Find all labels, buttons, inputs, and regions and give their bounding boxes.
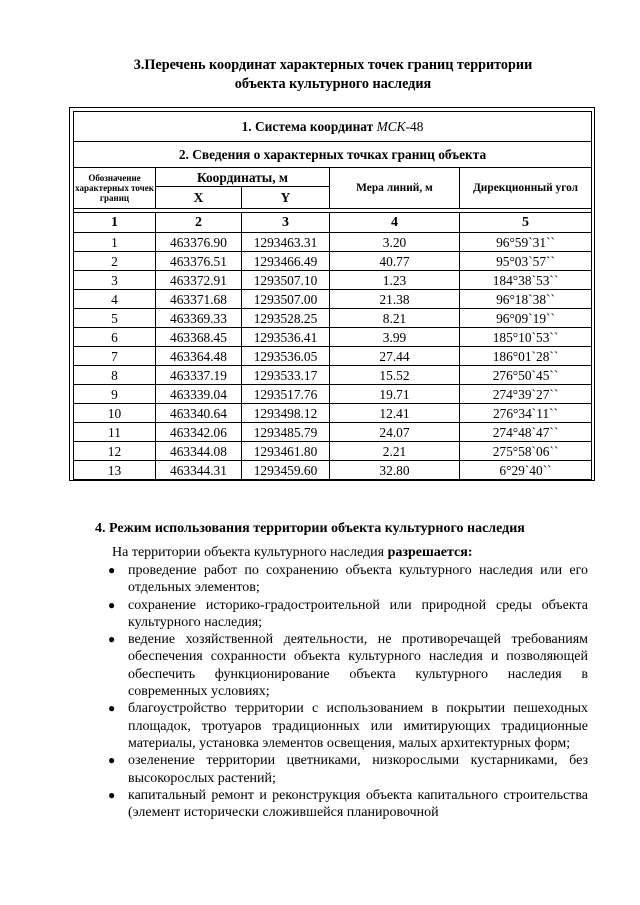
page-title xyxy=(70,56,596,94)
bullet-icon: ● xyxy=(108,753,116,768)
table-row xyxy=(74,309,592,328)
cell-x: 463371.68 xyxy=(156,290,242,309)
cell-angle: 96°18`38`` xyxy=(460,290,592,309)
bullet-icon: ● xyxy=(108,632,116,647)
cell-point: 3 xyxy=(74,271,156,290)
header-direction-angle: Дирекционный угол xyxy=(460,168,592,209)
cell-point: 9 xyxy=(74,385,156,404)
cell-length: 8.21 xyxy=(330,309,460,328)
cell-length: 21.38 xyxy=(330,290,460,309)
cell-length: 27.44 xyxy=(330,347,460,366)
cell-angle: 186°01`28`` xyxy=(460,347,592,366)
cell-point: 5 xyxy=(74,309,156,328)
coordinate-system-cell xyxy=(74,112,592,142)
column-number: 5 xyxy=(460,213,592,233)
cell-angle: 274°39`27`` xyxy=(460,385,592,404)
header-line-length: Мера линий, м xyxy=(330,168,460,209)
table-row xyxy=(74,461,592,480)
list-item xyxy=(106,597,588,632)
column-number: 2 xyxy=(156,213,242,233)
table-row xyxy=(74,423,592,442)
cell-angle: 96°59`31`` xyxy=(460,233,592,252)
header-point-designation: Обозначение характерных точек границ xyxy=(74,168,156,209)
list-item xyxy=(106,700,588,752)
cell-length: 2.21 xyxy=(330,442,460,461)
cell-point: 4 xyxy=(74,290,156,309)
coordinate-system-row xyxy=(74,112,592,142)
cell-point: 7 xyxy=(74,347,156,366)
cell-y: 1293466.49 xyxy=(242,252,330,271)
cell-x: 463364.48 xyxy=(156,347,242,366)
cell-x: 463344.31 xyxy=(156,461,242,480)
cell-length: 15.52 xyxy=(330,366,460,385)
cell-y: 1293507.10 xyxy=(242,271,330,290)
cell-point: 13 xyxy=(74,461,156,480)
coordinates-table xyxy=(73,111,592,480)
list-item-text: капитальный ремонт и реконструкция объекта капитального строительства (элемент исторически сложившейся планировочной xyxy=(128,787,588,821)
cell-y: 1293461.80 xyxy=(242,442,330,461)
cell-x: 463376.90 xyxy=(156,233,242,252)
cell-angle: 184°38`53`` xyxy=(460,271,592,290)
cell-angle: 96°09`19`` xyxy=(460,309,592,328)
cell-y: 1293507.00 xyxy=(242,290,330,309)
table-row xyxy=(74,252,592,271)
cell-x: 463376.51 xyxy=(156,252,242,271)
table-row xyxy=(74,233,592,252)
cell-length: 1.23 xyxy=(330,271,460,290)
header-coordinates: Координаты, м xyxy=(156,168,330,187)
column-number: 1 xyxy=(74,213,156,233)
cell-x: 463337.19 xyxy=(156,366,242,385)
list-item-text: сохранение историко-градостроительной или природной среды объекта культурного наследия; xyxy=(128,597,588,630)
column-number: 4 xyxy=(330,213,460,233)
cell-length: 12.41 xyxy=(330,404,460,423)
cell-y: 1293485.79 xyxy=(242,423,330,442)
cell-angle: 276°34`11`` xyxy=(460,404,592,423)
cell-x: 463339.04 xyxy=(156,385,242,404)
section-4-title: 4. Режим использования территории объекта культурного наследия xyxy=(95,521,525,536)
list-item-text: благоустройство территории с использованием в покрытии пешеходных площадок, тротуаров традиционных или имитирующих традиционные материалы, установка элементов освещения, малых архитектурных форм; xyxy=(128,701,588,751)
cell-length: 3.99 xyxy=(330,328,460,347)
bullet-icon: ● xyxy=(108,597,116,612)
cell-y: 1293536.05 xyxy=(242,347,330,366)
permitted-activities-list xyxy=(106,562,588,821)
cell-length: 19.71 xyxy=(330,385,460,404)
cell-point: 6 xyxy=(74,328,156,347)
cell-angle: 276°50`45`` xyxy=(460,366,592,385)
list-item xyxy=(106,752,588,787)
page-title-line-1: 3.Перечень координат характерных точек границ территории xyxy=(133,57,533,73)
cell-y: 1293536.41 xyxy=(242,328,330,347)
table-row xyxy=(74,290,592,309)
intro-text: На территории объекта культурного наследия xyxy=(112,545,388,560)
table-row xyxy=(74,366,592,385)
list-item-text: ведение хозяйственной деятельности, не противоречащей требованиям обеспечения сохранности объекта культурного наследия и позволяющей обеспечить функционирование объекта культурного наследия в современных условиях; xyxy=(128,632,588,700)
intro-emphasis: разрешается: xyxy=(387,545,473,560)
cell-point: 2 xyxy=(74,252,156,271)
table-header-row xyxy=(74,168,592,187)
coordinate-system-name: МСК xyxy=(376,119,406,134)
coordinate-system-label: 1. Система координат xyxy=(241,119,377,134)
table-row xyxy=(74,328,592,347)
cell-point: 11 xyxy=(74,423,156,442)
cell-y: 1293533.17 xyxy=(242,366,330,385)
cell-x: 463368.45 xyxy=(156,328,242,347)
table-row xyxy=(74,347,592,366)
bullet-icon: ● xyxy=(108,563,116,577)
table-row xyxy=(74,271,592,290)
list-item xyxy=(106,562,588,597)
header-x: X xyxy=(156,187,242,209)
cell-angle: 6°29`40`` xyxy=(460,461,592,480)
list-item-text: проведение работ по сохранению объекта культурного наследия или его отдельных элементов; xyxy=(128,563,588,596)
table-row xyxy=(74,404,592,423)
points-info-row xyxy=(74,142,592,168)
cell-x: 463344.08 xyxy=(156,442,242,461)
list-item-text: озеленение территории цветниками, низкорослыми кустарниками, без высокорослых растений; xyxy=(128,753,588,786)
cell-length: 3.20 xyxy=(330,233,460,252)
cell-point: 10 xyxy=(74,404,156,423)
cell-angle: 95°03`57`` xyxy=(460,252,592,271)
column-number: 3 xyxy=(242,213,330,233)
list-item xyxy=(106,787,588,822)
page-title-line-2: объекта культурного наследия xyxy=(234,76,432,92)
cell-length: 40.77 xyxy=(330,252,460,271)
bullet-icon: ● xyxy=(108,701,116,716)
cell-point: 12 xyxy=(74,442,156,461)
bullet-icon: ● xyxy=(108,787,116,802)
cell-x: 463369.33 xyxy=(156,309,242,328)
cell-y: 1293498.12 xyxy=(242,404,330,423)
cell-angle: 185°10`53`` xyxy=(460,328,592,347)
cell-point: 8 xyxy=(74,366,156,385)
cell-x: 463340.64 xyxy=(156,404,242,423)
points-info-title: 2. Сведения о характерных точках границ объекта xyxy=(74,142,592,168)
section-4-intro xyxy=(112,544,473,562)
column-number-row xyxy=(74,213,592,233)
cell-y: 1293459.60 xyxy=(242,461,330,480)
cell-y: 1293463.31 xyxy=(242,233,330,252)
cell-length: 32.80 xyxy=(330,461,460,480)
cell-angle: 274°48`47`` xyxy=(460,423,592,442)
cell-point: 1 xyxy=(74,233,156,252)
cell-angle: 275°58`06`` xyxy=(460,442,592,461)
cell-x: 463342.06 xyxy=(156,423,242,442)
cell-y: 1293528.25 xyxy=(242,309,330,328)
cell-length: 24.07 xyxy=(330,423,460,442)
cell-x: 463372.91 xyxy=(156,271,242,290)
header-y: Y xyxy=(242,187,330,209)
table-row xyxy=(74,385,592,404)
table-row xyxy=(74,442,592,461)
cell-y: 1293517.76 xyxy=(242,385,330,404)
coordinate-system-code: -48 xyxy=(405,119,424,134)
list-item xyxy=(106,631,588,700)
